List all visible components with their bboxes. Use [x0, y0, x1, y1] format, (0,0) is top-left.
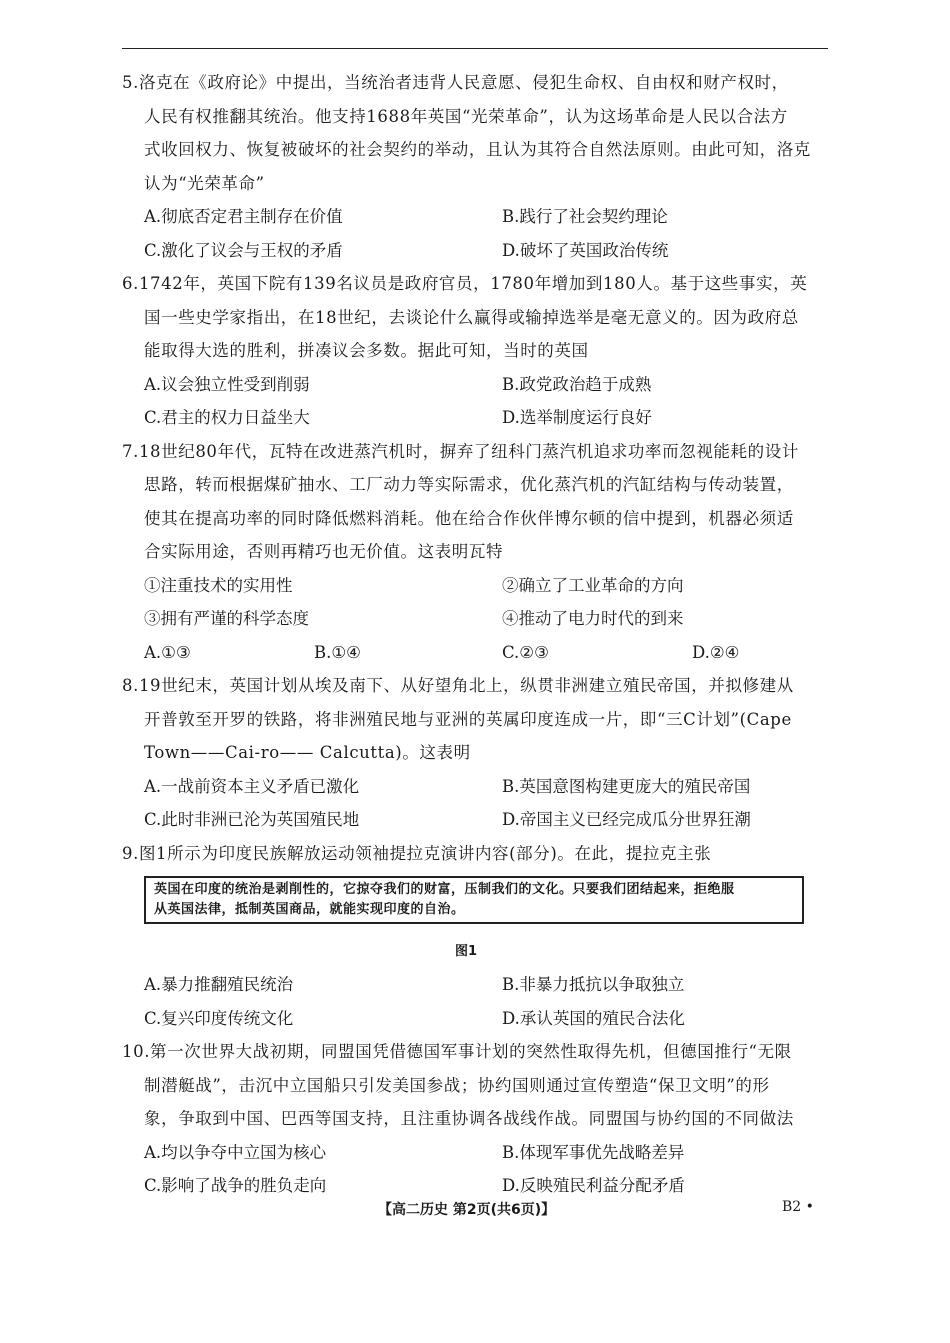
option-a[interactable]: A.暴力推翻殖民统治 — [144, 975, 294, 994]
option-b[interactable]: B.非暴力抵抗以争取独立 — [502, 975, 685, 994]
question-text-line: 制潜艇战”，击沉中立国船只引发美国参战；协约国则通过宣传塑造“保卫文明”的形 — [144, 1075, 770, 1095]
question-text-line: 合实际用途，否则再精巧也无价值。这表明瓦特 — [144, 542, 504, 561]
paper-code: B2 • — [782, 1199, 814, 1215]
question-text-line: 能取得大选的胜利，拼凑议会多数。据此可知，当时的英国 — [144, 341, 589, 360]
option-b[interactable]: B.政党政治趋于成熟 — [502, 374, 652, 394]
figure-1-quote-box — [144, 876, 804, 924]
options-row — [122, 401, 830, 435]
question-text-line: 思路，转而根据煤矿抽水、工厂动力等实际需求，优化蒸汽机的汽缸结构与传动装置， — [144, 475, 794, 494]
option-a[interactable]: A.议会独立性受到削弱 — [144, 374, 310, 394]
question-text-line: Town——Cai-ro—— Calcutta)。这表明 — [144, 743, 471, 762]
option-d[interactable]: D.承认英国的殖民合法化 — [502, 1008, 685, 1028]
question-text-line: 5.洛克在《政府论》中提出，当统治者违背人民意愿、侵犯生命权、自由权和财产权时， — [122, 73, 789, 92]
question-text-line: 8.19世纪末，英国计划从埃及南下、从好望角北上，纵贯非洲建立殖民帝国，并拟修建从 — [122, 676, 794, 695]
question-text-line: 使其在提高功率的同时降低燃料消耗。他在给合作伙伴博尔顿的信中提到，机器必须适 — [144, 508, 794, 528]
question-5 — [122, 66, 830, 267]
question-text-line: 7.18世纪80年代，瓦特在改进蒸汽机时，摒弃了纽科门蒸汽机追求功率而忽视能耗的设计 — [122, 441, 799, 461]
option-d[interactable]: D.反映殖民利益分配矛盾 — [502, 1176, 685, 1195]
page-footer — [0, 1199, 950, 1219]
figure-1-line: 从英国法律，抵制英国商品，就能实现印度的自治。 — [154, 902, 465, 917]
question-text-line: 人民有权推翻其统治。他支持1688年英国“光荣革命”，认为这场革命是人民以合法方 — [144, 106, 788, 126]
question-list — [122, 66, 830, 1203]
question-text-line: 6.1742年，英国下院有139名议员是政府官员，1780年增加到180人。基于这些事实，英 — [122, 274, 808, 293]
options-row — [122, 803, 830, 837]
option-a[interactable]: A.一战前资本主义矛盾已激化 — [144, 776, 360, 796]
question-text-line: 国一些史学家指出，在18世纪，去谈论什么赢得或输掉选举是毫无意义的。因为政府总 — [144, 307, 799, 327]
option-c[interactable]: C.影响了战争的胜负走向 — [144, 1176, 327, 1195]
header-rule — [122, 48, 828, 49]
options-row — [122, 368, 830, 402]
option-c[interactable]: C.复兴印度传统文化 — [144, 1008, 294, 1028]
figure-1-line: 英国在印度的统治是剥削性的，它掠夺我们的财富，压制我们的文化。只要我们团结起来，拒绝服 — [154, 882, 735, 897]
statement-2: ②确立了工业革命的方向 — [502, 575, 684, 595]
option-d[interactable]: D.帝国主义已经完成瓜分世界狂潮 — [502, 810, 751, 829]
statement-4: ④推动了电力时代的到来 — [502, 609, 684, 628]
question-text-line: 式收回权力、恢复被破坏的社会契约的举动，且认为其符合自然法原则。由此可知，洛克 — [144, 140, 811, 159]
options-row — [122, 1169, 830, 1203]
option-d[interactable]: D.破坏了英国政治传统 — [502, 240, 669, 260]
options-row — [122, 234, 830, 268]
statements-row — [122, 569, 830, 603]
question-6 — [122, 267, 830, 435]
options-row — [122, 770, 830, 804]
question-9 — [122, 837, 830, 1036]
options-row — [122, 636, 830, 670]
option-c[interactable]: C.此时非洲已沦为英国殖民地 — [144, 810, 360, 829]
question-text-line: 9.图1所示为印度民族解放运动领袖提拉克演讲内容(部分)。在此，提拉克主张 — [122, 843, 712, 863]
question-10 — [122, 1035, 830, 1203]
options-row — [122, 968, 830, 1002]
statement-1: ①注重技术的实用性 — [144, 575, 293, 595]
question-text-line: 象，争取到中国、巴西等国支持，且注重协调各战线作战。同盟国与协约国的不同做法 — [144, 1109, 794, 1128]
question-text-line: 认为“光荣革命” — [144, 173, 265, 193]
question-text-line: 10.第一次世界大战初期，同盟国凭借德国军事计划的突然性取得先机，但德国推行“无限 — [122, 1042, 792, 1061]
option-a[interactable]: A.彻底否定君主制存在价值 — [144, 207, 343, 226]
statements-row — [122, 602, 830, 636]
page-footer-label: 【高二历史 第2页(共6页)】 — [378, 1202, 556, 1218]
options-row — [122, 1002, 830, 1036]
option-b[interactable]: B.英国意图构建更庞大的殖民帝国 — [502, 776, 751, 796]
figure-1-caption: 图1 — [454, 944, 478, 959]
option-b[interactable]: B.践行了社会契约理论 — [502, 207, 668, 226]
question-8 — [122, 669, 830, 837]
option-b[interactable]: B.①④ — [314, 642, 361, 662]
options-row — [122, 1136, 830, 1170]
option-d[interactable]: D.选举制度运行良好 — [502, 408, 652, 427]
option-d[interactable]: D.②④ — [692, 642, 740, 662]
option-a[interactable]: A.均以争夺中立国为核心 — [144, 1142, 327, 1162]
option-c[interactable]: C.②③ — [502, 642, 549, 662]
question-7 — [122, 435, 830, 670]
option-a[interactable]: A.①③ — [144, 642, 191, 662]
statement-3: ③拥有严谨的科学态度 — [144, 609, 309, 628]
option-c[interactable]: C.激化了议会与王权的矛盾 — [144, 240, 343, 260]
question-text-line: 开普敦至开罗的铁路，将非洲殖民地与亚洲的英属印度连成一片，即“三C计划”(Cape — [144, 709, 792, 729]
option-b[interactable]: B.体现军事优先战略差异 — [502, 1142, 685, 1162]
options-row — [122, 200, 830, 234]
option-c[interactable]: C.君主的权力日益坐大 — [144, 408, 310, 427]
